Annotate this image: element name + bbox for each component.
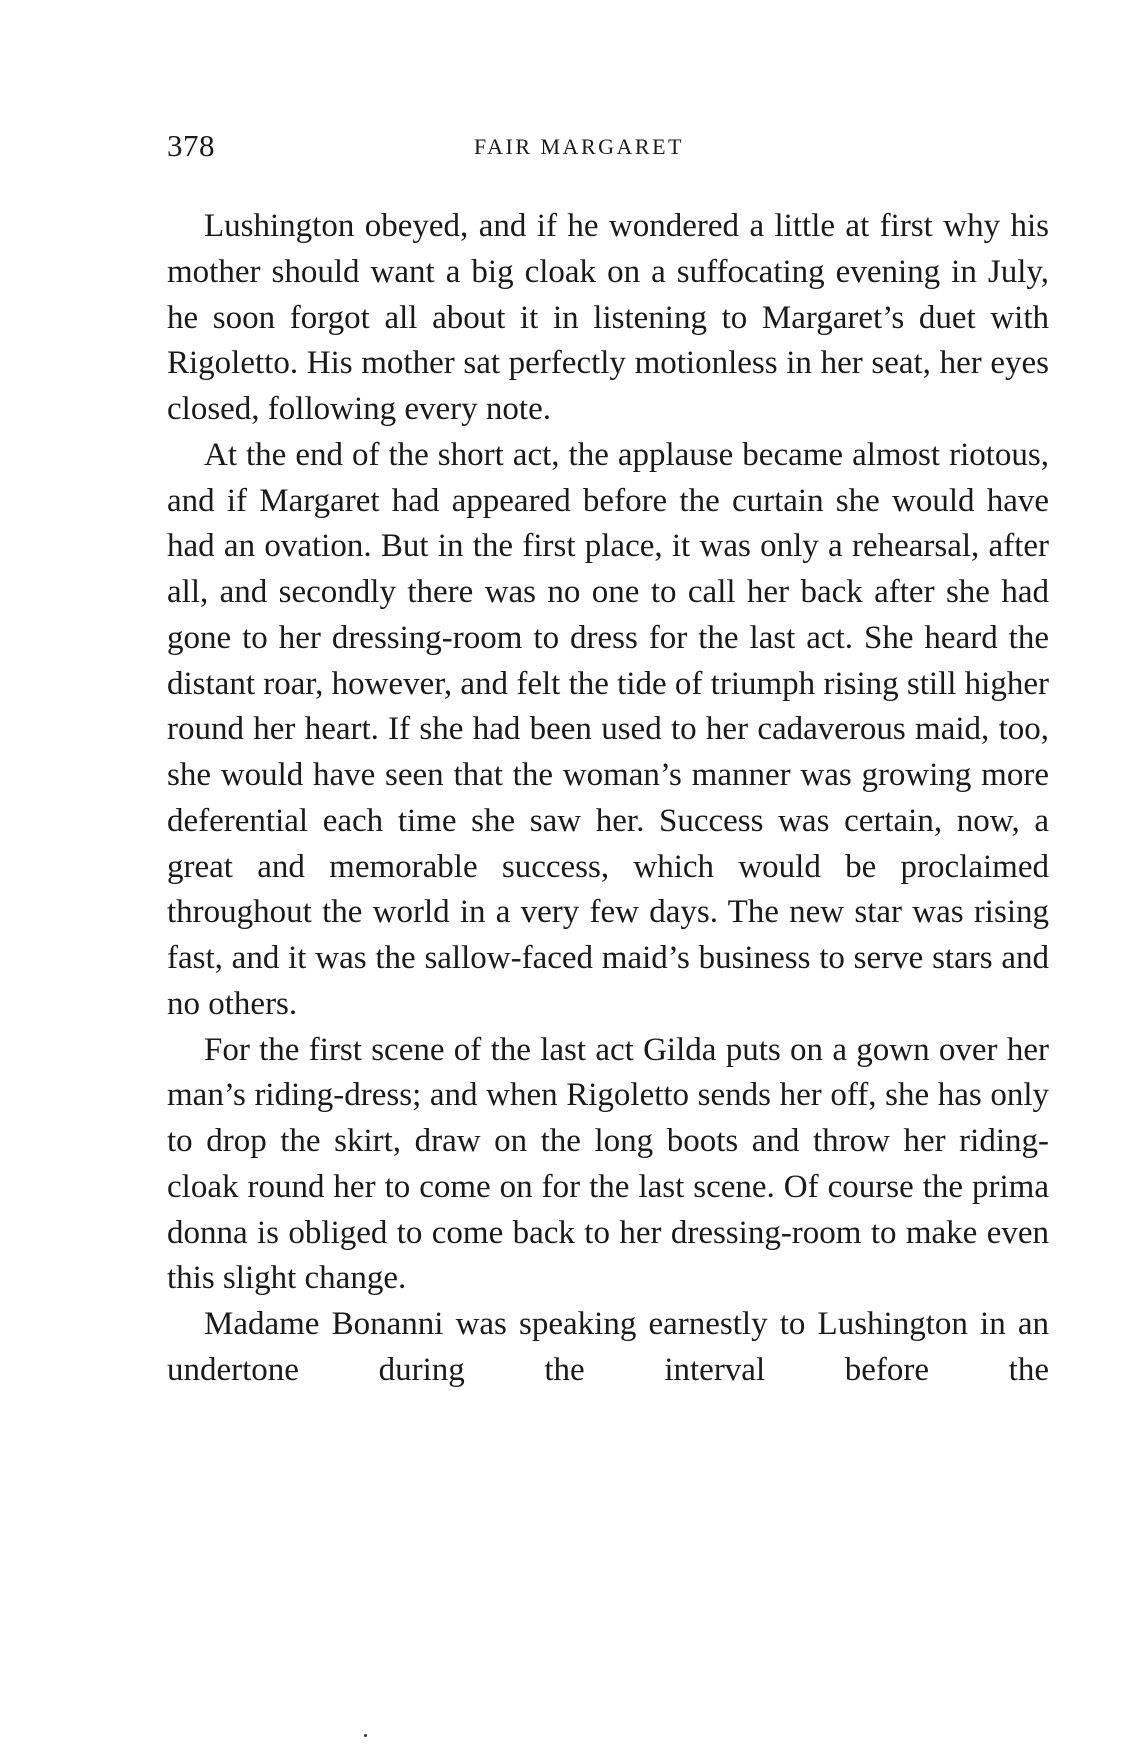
running-head <box>167 128 1049 168</box>
paragraph-2: At the end of the short act, the applause became almost riotous, and if Margaret had appeared before the curtain she would have had an ovation. But in the first place, it was only a rehearsal, after all, and secondly there was no one to call her back after she had gone to her dressing-room to dress for the last act. She heard the distant roar, however, and felt the tide of triumph rising still higher round her heart. If she had been used to her cadaverous maid, too, she would have seen that the woman’s manner was growing more deferential each time she saw her. Success was certain, now, a great and memorable success, which would be proclaimed throughout the world in a very few days. The new star was rising fast, and it was the sallow-faced maid’s business to serve stars and no others. <box>167 436 1049 1022</box>
running-title: FAIR MARGARET <box>474 134 684 159</box>
paragraph-3: For the first scene of the last act Gilda puts on a gown over her man’s riding-dress; and when Rigoletto sends her off, she has only to drop the skirt, draw on the long boots and throw her riding-cloak round her to come on for the last scene. Of course the prima donna is obliged to come back to her dressing-room to make even this slight change. <box>167 1031 1049 1297</box>
body-text <box>167 204 1049 1394</box>
paragraph-4: Madame Bonanni was speaking earnestly to Lushington in an undertone during the interval before the <box>167 1306 1049 1388</box>
print-speck <box>364 1734 367 1737</box>
paragraph-1: Lushington obeyed, and if he wondered a little at first why his mother should want a big cloak on a suffocating evening in July, he soon forgot all about it in listening to Margaret’s duet with Rigoletto. His mother sat perfectly motionless in her seat, her eyes closed, following every note. <box>167 208 1049 427</box>
page-number: 378 <box>167 128 215 163</box>
